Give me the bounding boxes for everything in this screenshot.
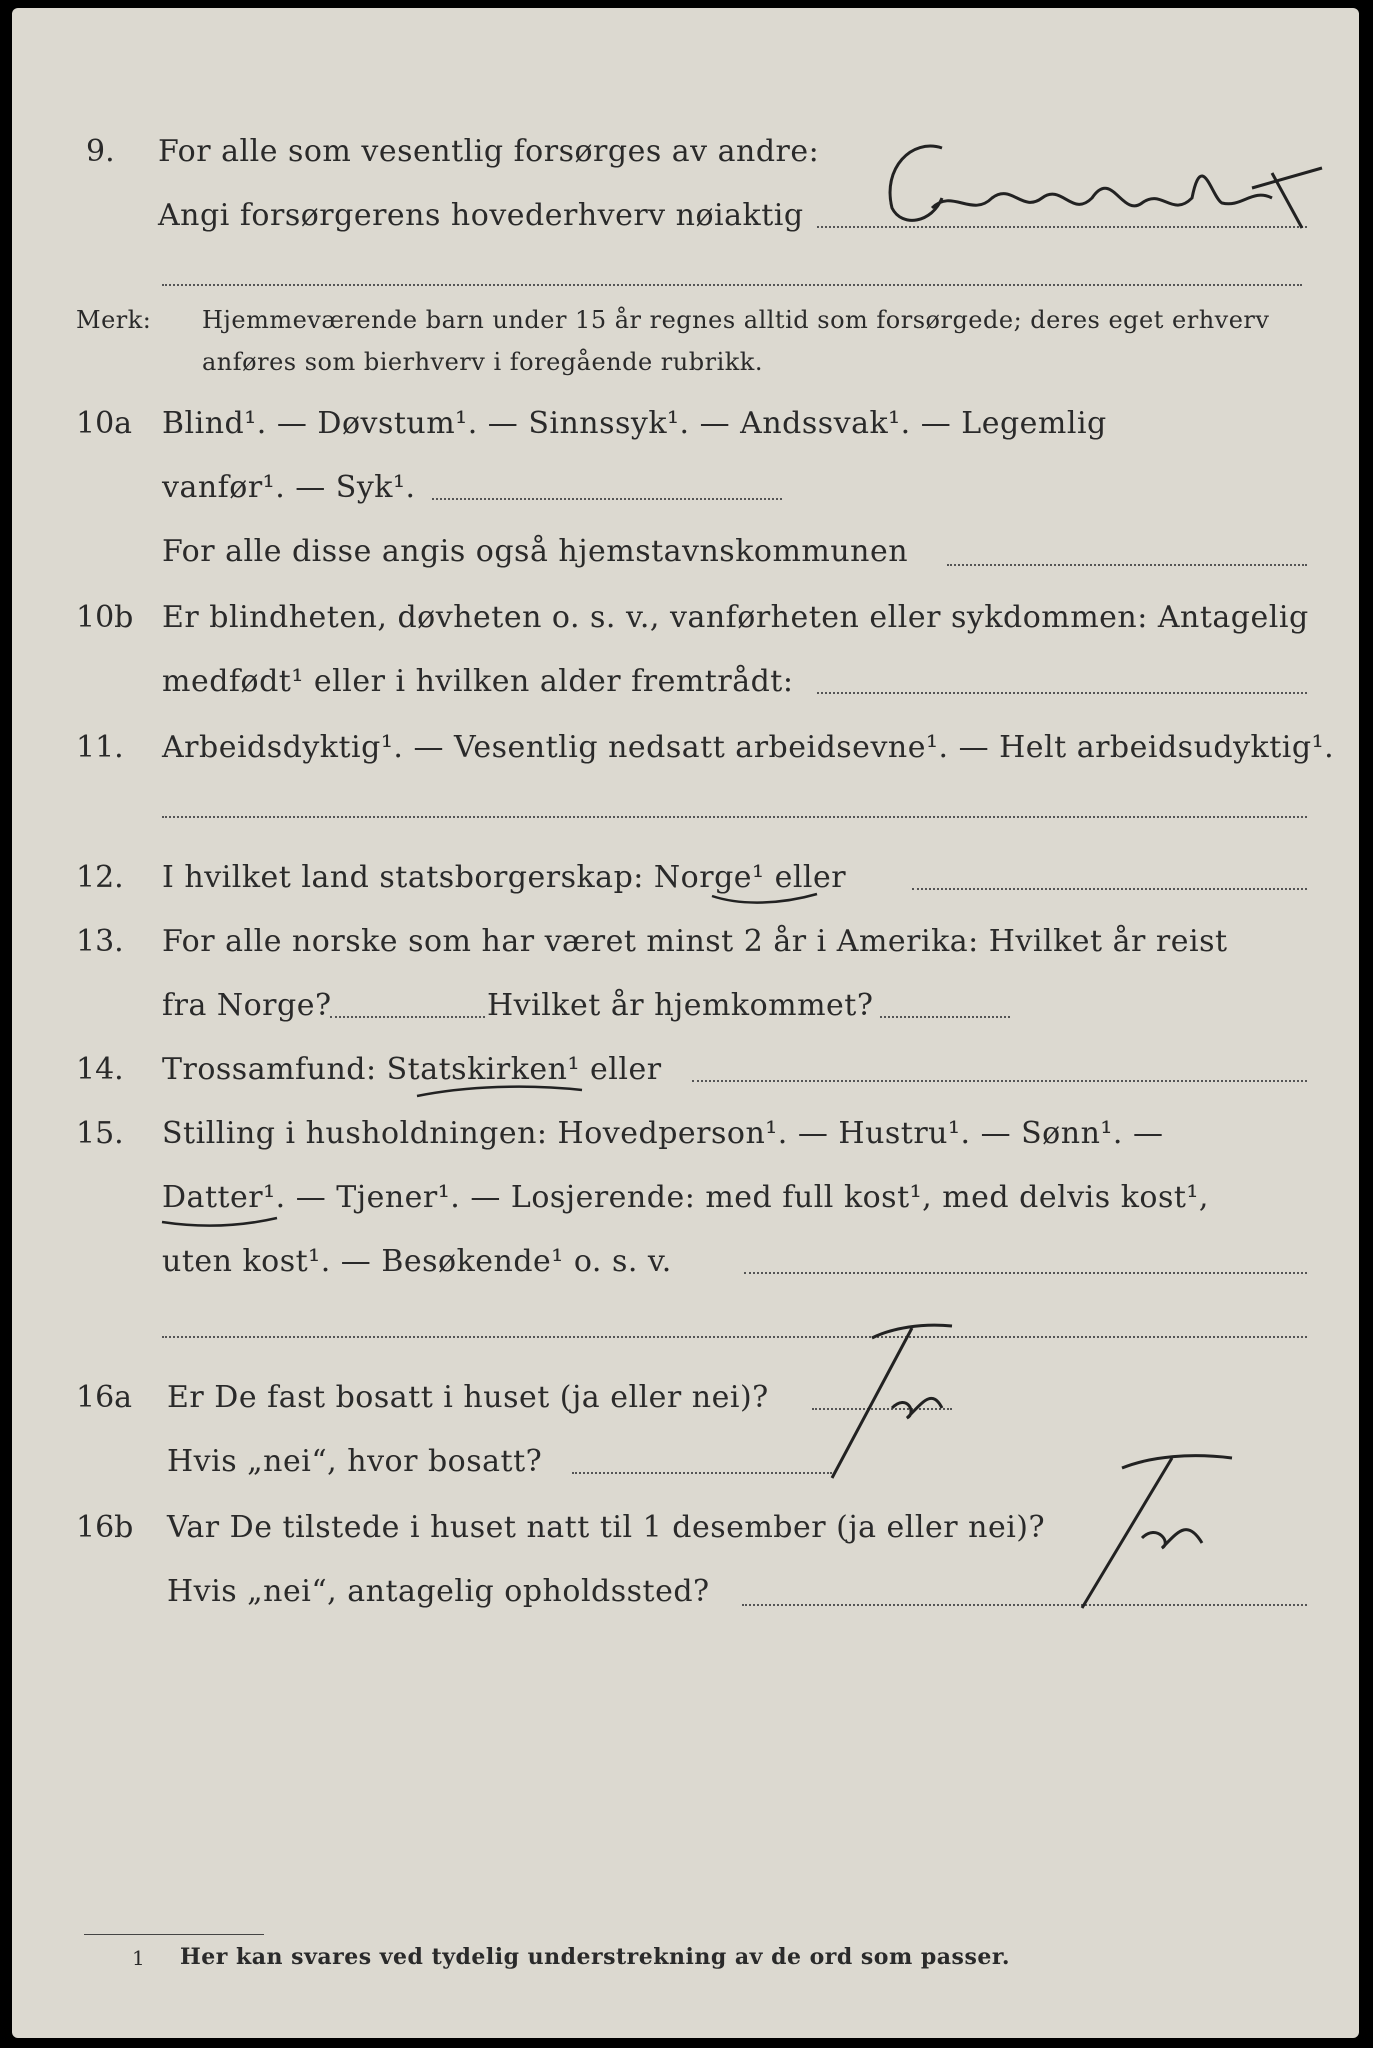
q16a-bosatt-line[interactable] xyxy=(572,1472,832,1474)
q16b-line1: Var De tilstede i huset natt til 1 desember (ja eller nei)? xyxy=(167,1510,1046,1545)
census-form-page xyxy=(12,8,1359,2038)
q10a-number: 10a xyxy=(76,406,133,441)
q10b-line1: Er blindheten, døvheten o. s. v., vanførheten eller sykdommen: Antagelig xyxy=(162,600,1309,635)
q11-number: 11. xyxy=(76,730,124,765)
q10a-line2: vanfør¹. — Syk¹. xyxy=(162,470,416,505)
q10a-line1: Blind¹. — Døvstum¹. — Sinnssyk¹. — Andssvak¹. — Legemlig xyxy=(162,406,1107,441)
q14-answer-line[interactable] xyxy=(692,1080,1307,1082)
q10a-line3: For alle disse angis også hjemstavnskommunen xyxy=(162,534,909,569)
q9-line2: Angi forsørgerens hovederhverv nøiaktig xyxy=(158,198,804,233)
q10b-number: 10b xyxy=(76,600,134,635)
q12-number: 12. xyxy=(76,860,124,895)
q13-reist-line[interactable] xyxy=(330,1016,485,1018)
q13-line1: For alle norske som har været minst 2 år i Amerika: Hvilket år reist xyxy=(162,924,1228,959)
q9-separator xyxy=(162,284,1302,286)
q13-number: 13. xyxy=(76,924,124,959)
q15-line1: Stilling i husholdningen: Hovedperson¹. — Hustru¹. — Sønn¹. — xyxy=(162,1116,1164,1151)
q12-underline-norge xyxy=(712,888,822,912)
q9-number: 9. xyxy=(86,134,115,169)
q16a-handwritten-answer xyxy=(812,1308,972,1492)
q14-number: 14. xyxy=(76,1052,124,1087)
q13-line2b: Hvilket år hjemkommet? xyxy=(487,988,874,1023)
q11-answer-line[interactable] xyxy=(162,816,1307,818)
q15-underline-datter xyxy=(162,1212,282,1236)
q16b-number: 16b xyxy=(76,1510,134,1545)
q12-answer-line[interactable] xyxy=(912,888,1307,890)
q11-line1: Arbeidsdyktig¹. — Vesentlig nedsatt arbeidsevne¹. — Helt arbeidsudyktig¹. xyxy=(162,730,1335,765)
q12-line1: I hvilket land statsborgerskap: Norge¹ eller xyxy=(162,860,847,895)
q16b-handwritten-answer xyxy=(1062,1448,1242,1622)
q13-line2a: fra Norge? xyxy=(162,988,332,1023)
q14-line1: Trossamfund: Statskirken¹ eller xyxy=(162,1052,662,1087)
q15-number: 15. xyxy=(76,1116,124,1151)
q14-underline-statskirken xyxy=(417,1082,587,1106)
q15-answer-line[interactable] xyxy=(744,1272,1307,1274)
q10b-answer-line[interactable] xyxy=(817,692,1307,694)
q9-handwritten-answer xyxy=(872,128,1332,262)
footnote-rule xyxy=(84,1934,264,1935)
q10a-hjemstavn-line[interactable] xyxy=(947,564,1307,566)
q15-line2: Datter¹. — Tjener¹. — Losjerende: med full kost¹, med delvis kost¹, xyxy=(162,1180,1209,1215)
merk-line1: Hjemmeværende barn under 15 år regnes alltid som forsørgede; deres eget erhverv xyxy=(202,306,1270,334)
q15-line3: uten kost¹. — Besøkende¹ o. s. v. xyxy=(162,1244,672,1279)
q16b-line2: Hvis „nei“, antagelig opholdssted? xyxy=(167,1574,710,1609)
q13-hjemkommet-line[interactable] xyxy=(880,1016,1010,1018)
merk-label: Merk: xyxy=(76,306,152,334)
footnote-mark: 1 xyxy=(132,1946,146,1970)
q15-separator xyxy=(162,1336,1307,1338)
merk-line2: anføres som bierhverv i foregående rubrikk. xyxy=(202,348,763,376)
footnote-text: Her kan svares ved tydelig understrekning av de ord som passer. xyxy=(180,1944,1011,1970)
q16a-number: 16a xyxy=(76,1380,133,1415)
q9-line1: For alle som vesentlig forsørges av andre: xyxy=(158,134,820,169)
q16a-line1: Er De fast bosatt i huset (ja eller nei)? xyxy=(167,1380,769,1415)
q10b-line2: medfødt¹ eller i hvilken alder fremtrådt: xyxy=(162,664,794,699)
q10a-syk-line[interactable] xyxy=(432,498,782,500)
q16a-line2: Hvis „nei“, hvor bosatt? xyxy=(167,1444,543,1479)
